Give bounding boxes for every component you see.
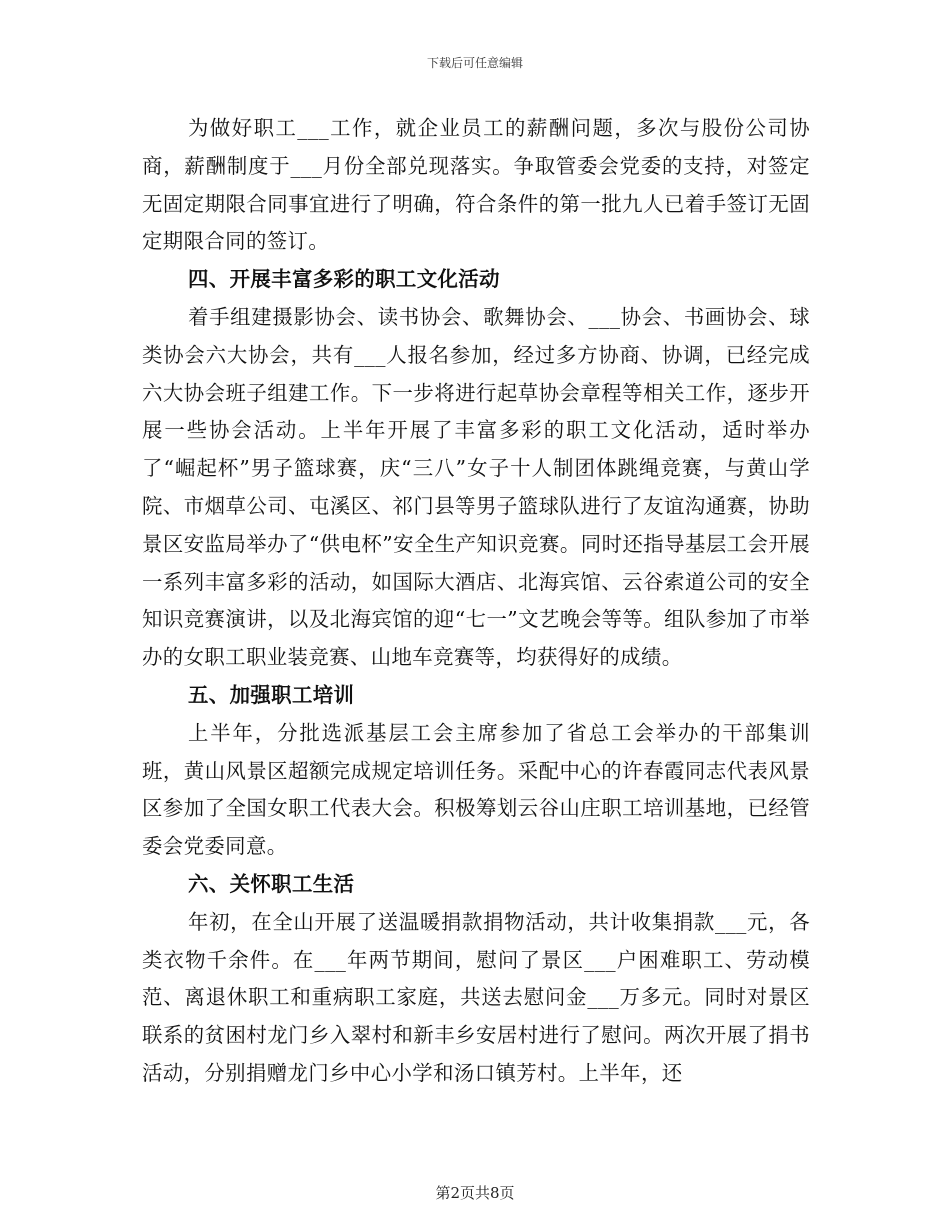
document-body xyxy=(142,110,810,1093)
paragraph: 上半年，分批选派基层工会主席参加了省总工会举办的干部集训班，黄山风景区超额完成规定培训任务。采配中心的许春霞同志代表风景区参加了全国女职工代表大会。积极筹划云谷山庄职工培训基地，已经管委会党委同意。 xyxy=(142,720,810,859)
paragraph: 着手组建摄影协会、读书协会、歌舞协会、___协会、书画协会、球类协会六大协会，共有___人报名参加，经过多方协商、协调，已经完成六大协会班子组建工作。下一步将进行起草协会章程等相关工作，逐步开展一些协会活动。上半年开展了丰富多彩的职工文化活动，适时举办了“崛起杯”男子篮球赛，庆“三八”女子十人制团体跳绳竞赛，与黄山学院、市烟草公司、屯溪区、祁门县等男子篮球队进行了友谊沟通赛，协助景区安监局举办了“供电杯”安全生产知识竞赛。同时还指导基层工会开展一系列丰富多彩的活动，如国际大酒店、北海宾馆、云谷索道公司的安全知识竞赛演讲，以及北海宾馆的迎“七一”文艺晚会等等。组队参加了市举办的女职工职业装竞赛、山地车竞赛等，均获得好的成绩。 xyxy=(142,304,810,670)
paragraph: 为做好职工___工作，就企业员工的薪酬问题，多次与股份公司协商，薪酬制度于___月份全部兑现落实。争取管委会党委的支持，对签定无固定期限合同事宜进行了明确，符合条件的第一批九人已着手签订无固定期限合同的签订。 xyxy=(142,116,810,254)
page-footer: 第2页共8页 xyxy=(435,1184,515,1202)
section-heading: 六、关怀职工生活 xyxy=(188,871,355,896)
section-heading: 四、开展丰富多彩的职工文化活动 xyxy=(188,267,500,292)
paragraph: 年初，在全山开展了送温暖捐款捐物活动，共计收集捐款___元，各类衣物千余件。在___年两节期间，慰问了景区___户困难职工、劳动模范、离退休职工和重病职工家庭，共送去慰问金___万多元。同时对景区联系的贫困村龙门乡入翠村和新丰乡安居村进行了慰问。两次开展了捐书活动，分别捐赠龙门乡中心小学和汤口镇芳村。上半年，还 xyxy=(142,909,810,1085)
page-header: 下载后可任意编辑 xyxy=(426,56,523,70)
section-heading: 五、加强职工培训 xyxy=(188,682,355,707)
